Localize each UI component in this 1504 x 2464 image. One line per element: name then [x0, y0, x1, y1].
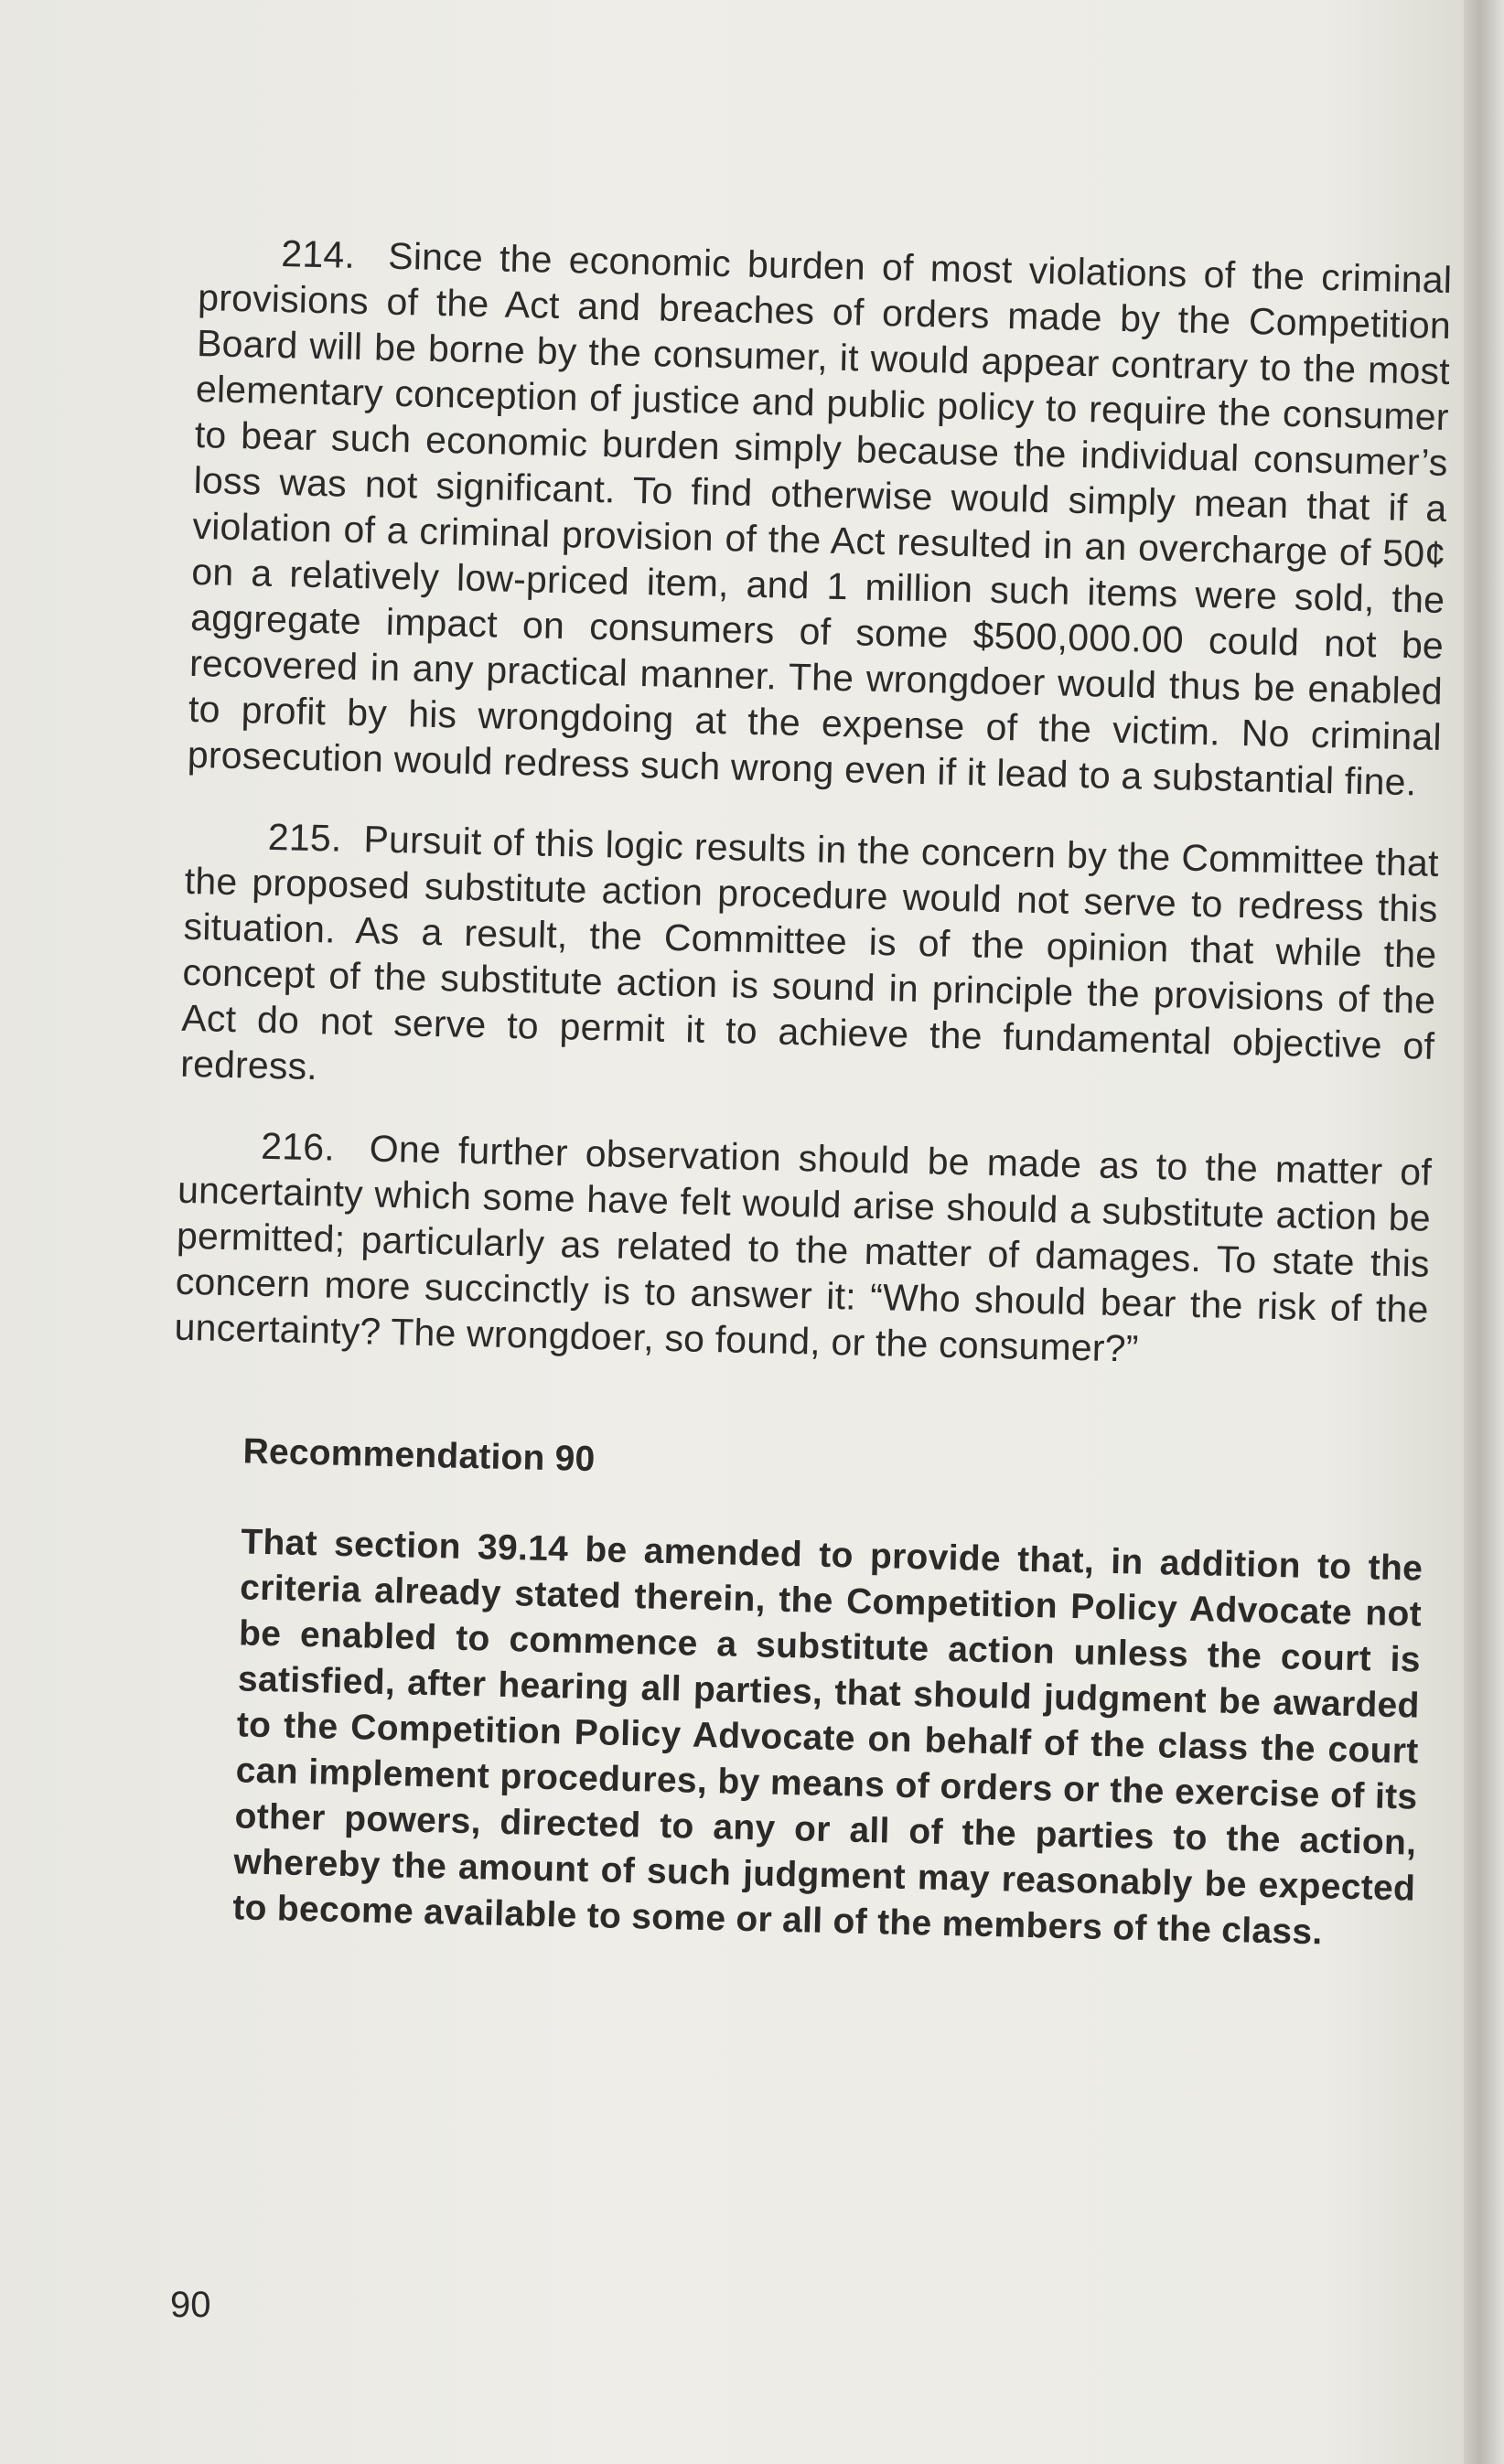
- paragraph-216: [174, 1121, 1432, 1378]
- paragraph-text: Since the economic burden of most violations of the criminal provisions of the Act and breaches of orders made by the Competition Board will be borne by the consumer, it would appear contrary to the most elementary conception of justice and public policy to require the consumer to bear such economic burden simply because the individual consumer’s loss was not significant. To find otherwise would simply mean that if a violation of a criminal provision of the Act resulted in an overcharge of 50¢ on a relatively low-priced item, and 1 million such items were sold, the aggregate impact on consumers of some $500,000.00 could not be recovered in any practical manner. The wrongdoer would thus be enabled to profit by his wrongdoing at the expense of the victim. No criminal prosecution would redress such wrong even if it lead to a substantial fine.: [187, 234, 1453, 804]
- paragraph-215: [180, 812, 1439, 1115]
- page-number: 90: [170, 2285, 211, 2325]
- paragraph-text: Pursuit of this logic results in the concern by the Committee that the proposed substitute action procedure would not serve to redress this situation. As a result, the Committee is of the opinion that while the concept of the substitute action is sound in principle the provisions of the Act do not serve to permit it to achieve the fundamental objective of redress.: [179, 818, 1440, 1088]
- paragraph-number: 214.: [280, 232, 356, 276]
- page-edge-shadow: [1464, 0, 1504, 2464]
- recommendation-heading: Recommendation 90: [242, 1431, 596, 1480]
- paragraph-text: One further observation should be made as to the matter of uncertainty which some have felt would arise should a substitute action be permitted; particularly as related to the matter of damages. To state this concern more succinctly is to answer it: “Who should bear the risk of the uncertainty? The wrongdoer, so found, or the consumer?”: [174, 1127, 1433, 1370]
- paragraph-214: [187, 229, 1452, 806]
- paragraph-number: 216.: [260, 1124, 336, 1169]
- recommendation-text: That section 39.14 be amended to provide that, in addition to the criteria already stated therein, the Competition Policy Advocate not be enabled to commence a substitute action unless the court is satisfied, after hearing all parties, that should judgment be awarded to the Competition Policy Advocate on behalf of the class the court can implement procedures, by means of orders or the exercise of its other powers, directed to any or all of the parties to the action, whereby the amount of such judgment may reasonably be expected to become available to some or all of the members of the class.: [231, 1522, 1423, 1953]
- paragraph-number: 215.: [267, 815, 343, 860]
- page-body: [161, 229, 1453, 1958]
